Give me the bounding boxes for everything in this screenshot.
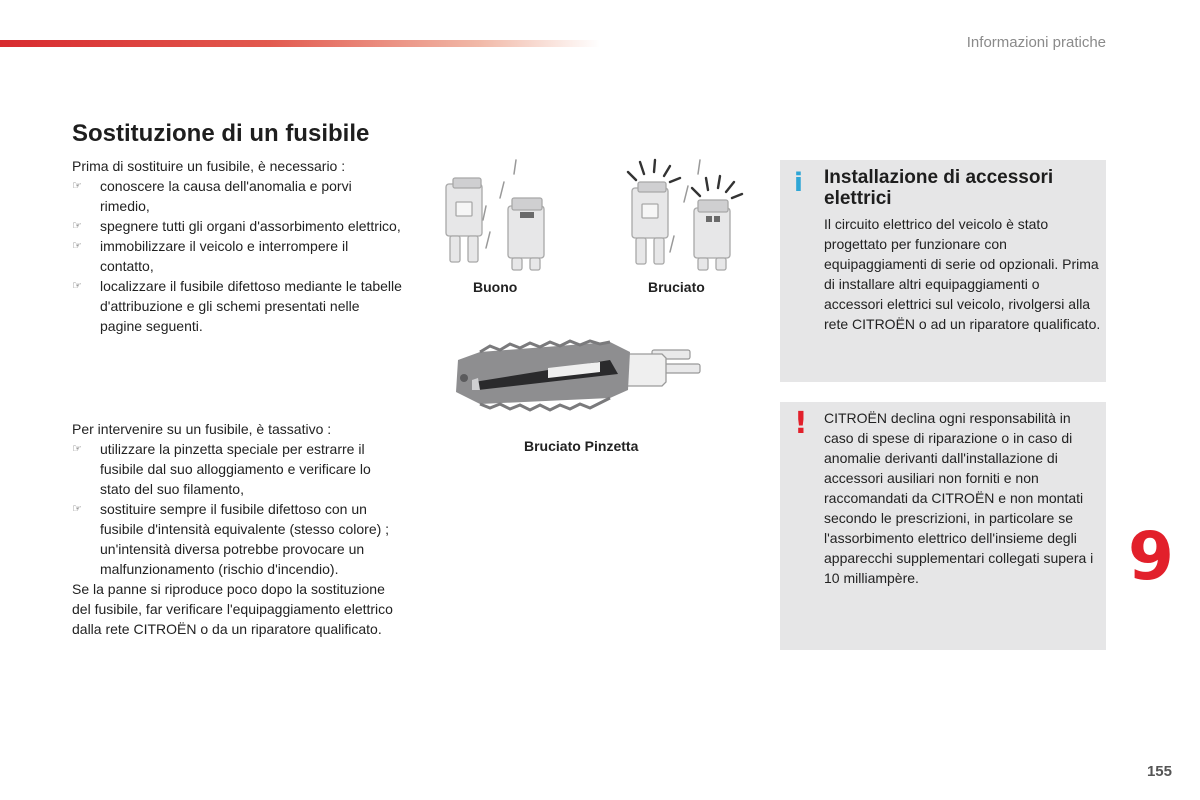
before-intro: Prima di sostituire un fusibile, è necessario :: [72, 158, 346, 174]
list-item: ☞ immobilizzare il veicolo e interrompere il contatto,: [72, 238, 349, 274]
info-icon: i: [794, 168, 803, 198]
during-bullet-list: [72, 439, 402, 579]
hand-pointer-icon: ☞: [72, 240, 82, 252]
during-closing: Se la panne si riproduce poco dopo la sostituzione del fusibile, far verificare l'equipaggiamento elettrico dalla rete CITROËN o da un riparatore qualificato.: [72, 581, 393, 637]
hand-pointer-icon: ☞: [72, 280, 82, 292]
page-number: 155: [1146, 763, 1172, 780]
info-box: [780, 160, 1106, 382]
chapter-number: 9: [1128, 518, 1174, 595]
list-item: ☞ conoscere la causa dell'anomalia e porvi rimedio,: [72, 178, 352, 214]
before-section: [72, 156, 402, 336]
page-title: Sostituzione di un fusibile: [72, 120, 370, 147]
list-item: ☞ spegnere tutti gli organi d'assorbimento elettrico,: [72, 218, 401, 234]
info-box-title: Installazione di accessori elettrici: [824, 167, 1054, 209]
warning-box: [780, 402, 1106, 650]
hand-pointer-icon: ☞: [72, 220, 82, 232]
fuse-puller-caption: Bruciato Pinzetta: [524, 438, 639, 454]
during-section: [72, 419, 402, 639]
hand-pointer-icon: ☞: [72, 443, 82, 455]
list-item: ☞ sostituire sempre il fusibile difettoso con un fusibile d'intensità equivalente (stesso colore) ; un'intensità diversa potrebbe provocare un malfunzionamento (rischio d'incendio).: [72, 501, 390, 577]
fuse-puller-illustration: [450, 338, 705, 413]
warning-exclamation-icon: !: [794, 406, 808, 441]
good-fuse-caption: Buono: [473, 279, 518, 295]
hand-pointer-icon: ☞: [72, 503, 82, 515]
good-fuse-illustration: [438, 158, 558, 273]
header-accent-bar: [0, 40, 600, 47]
warning-box-text: CITROËN declina ogni responsabilità in caso di spese di riparazione o in caso di anomalie derivanti dall'installazione di accessori ausiliari non forniti e non raccomandati da CITROËN e non montati secondo le prescrizioni, in particolare se l'assorbimento elettrico dell'insieme degli apparecchi supplementari collegati supera i 10 milliampère.: [824, 410, 1094, 586]
section-title: Informazioni pratiche: [966, 34, 1106, 51]
before-bullet-list: [72, 176, 402, 336]
info-box-text: Il circuito elettrico del veicolo è stato progettato per funzionare con equipaggiamenti di serie od opzionali. Prima di installare altri equipaggiamenti o accessori elettrici sul veicolo, rivolgersi alla rete CITROËN o ad un riparatore qualificato.: [824, 216, 1101, 332]
list-item: ☞ localizzare il fusibile difettoso mediante le tabelle d'attribuzione e gli schemi presentati nelle pagine seguenti.: [72, 278, 402, 334]
burnt-fuse-illustration: [622, 158, 747, 273]
burnt-fuse-caption: Bruciato: [648, 279, 705, 295]
during-intro: Per intervenire su un fusibile, è tassativo :: [72, 421, 332, 437]
list-item: ☞ utilizzare la pinzetta speciale per estrarre il fusibile dal suo alloggiamento e verificare lo stato del suo filamento,: [72, 441, 371, 497]
hand-pointer-icon: ☞: [72, 180, 82, 192]
